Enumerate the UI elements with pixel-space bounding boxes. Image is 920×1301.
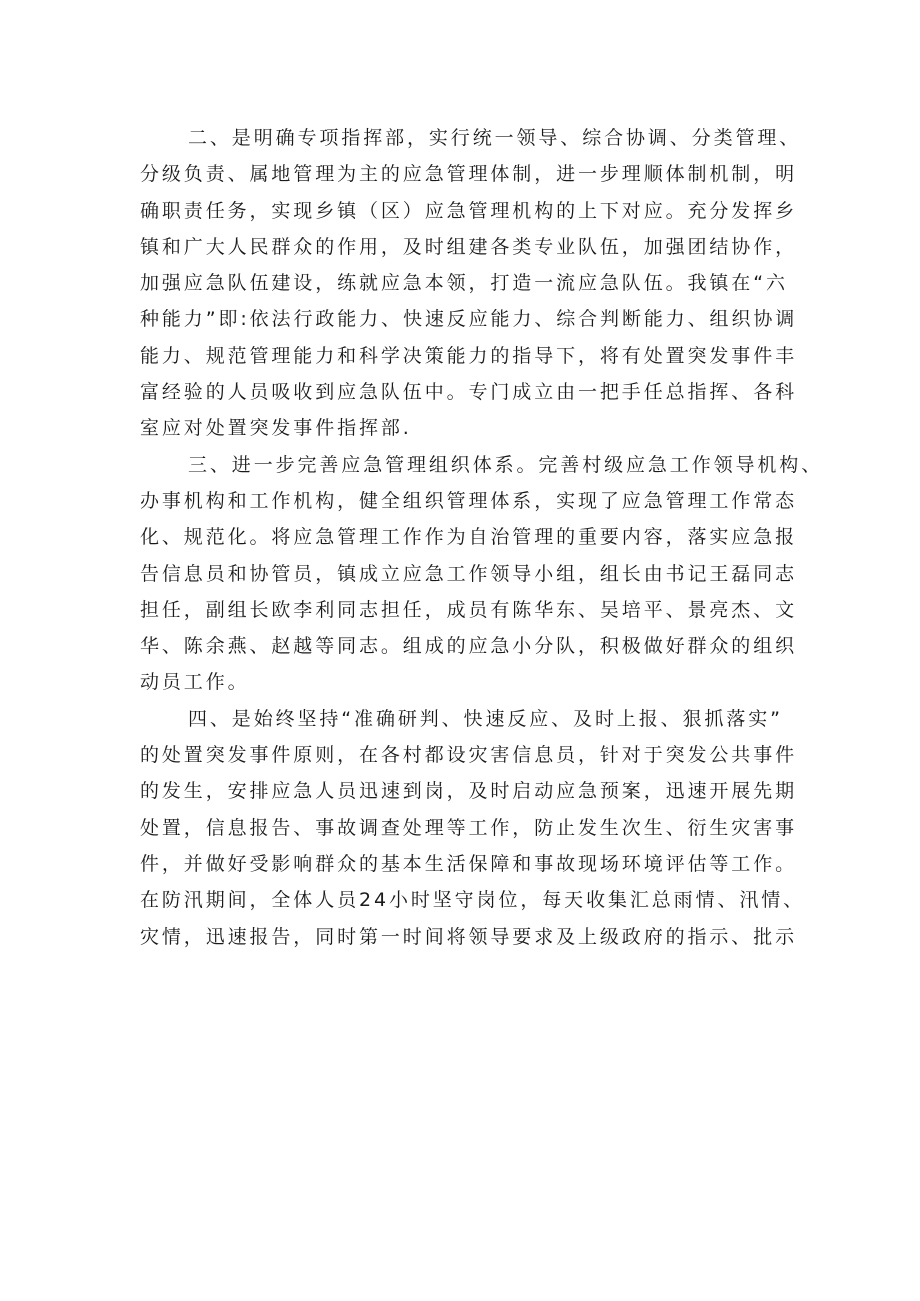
paragraph-line: 灾情，迅速报告，同时第一时间将领导要求及上级政府的指示、批示 <box>140 925 798 948</box>
paragraph-line: 华、陈余燕、赵越等同志。组成的应急小分队，积极做好群众的组织 <box>140 635 798 658</box>
paragraph-line: 能力、规范管理能力和科学决策能力的指导下，将有处置突发事件丰 <box>140 344 798 367</box>
paragraph-line: 室应对处置突发事件指挥部. <box>140 417 412 440</box>
document-body <box>140 120 824 955</box>
paragraph-line: 加强应急队伍建设，练就应急本领，打造一流应急队伍。我镇在“六 <box>140 272 788 295</box>
paragraph-line: 四、是始终坚持“准确研判、快速反应、及时上报、狠抓落实” <box>188 707 783 730</box>
paragraph-four <box>140 701 806 955</box>
paragraph-three <box>140 447 824 701</box>
paragraph-line: 的处置突发事件原则，在各村都设灾害信息员，针对于突发公共事件 <box>140 744 798 767</box>
paragraph-line: 分级负责、属地管理为主的应急管理体制，进一步理顺体制机制，明 <box>140 163 798 186</box>
paragraph-line: 告信息员和协管员，镇成立应急工作领导小组，组长由书记王磊同志 <box>140 562 798 585</box>
paragraph-line: 的发生，安排应急人员迅速到岗，及时启动应急预案，迅速开展先期 <box>140 780 798 803</box>
paragraph-line: 化、规范化。将应急管理工作作为自治管理的重要内容，落实应急报 <box>140 526 798 549</box>
paragraph-line: 处置，信息报告、事故调查处理等工作，防止发生次生、衍生灾害事 <box>140 816 798 839</box>
paragraph-line: 镇和广大人民群众的作用，及时组建各类专业队伍，加强团结协作， <box>140 235 798 258</box>
paragraph-line: 件，并做好受影响群众的基本生活保障和事故现场环境评估等工作。 <box>140 852 798 875</box>
paragraph-line: 在防汛期间，全体人员24小时坚守岗位，每天收集汇总雨情、汛情、 <box>140 889 806 912</box>
paragraph-line: 三、进一步完善应急管理组织体系。完善村级应急工作领导机构、 <box>188 453 824 476</box>
paragraph-line: 富经验的人员吸收到应急队伍中。专门成立由一把手任总指挥、各科 <box>140 381 798 404</box>
paragraph-line: 担任，副组长欧李利同志担任，成员有陈华东、吴培平、景亮杰、文 <box>140 598 798 621</box>
paragraph-two <box>140 120 800 447</box>
paragraph-line: 办事机构和工作机构，健全组织管理体系，实现了应急管理工作常态 <box>140 489 798 512</box>
paragraph-line: 二、是明确专项指挥部，实行统一领导、综合协调、分类管理、 <box>188 127 802 149</box>
paragraph-line: 动员工作。 <box>140 671 250 694</box>
paragraph-line: 种能力”即:依法行政能力、快速反应能力、综合判断能力、组织协调 <box>140 308 798 331</box>
paragraph-line: 确职责任务，实现乡镇（区）应急管理机构的上下对应。充分发挥乡 <box>140 199 798 222</box>
